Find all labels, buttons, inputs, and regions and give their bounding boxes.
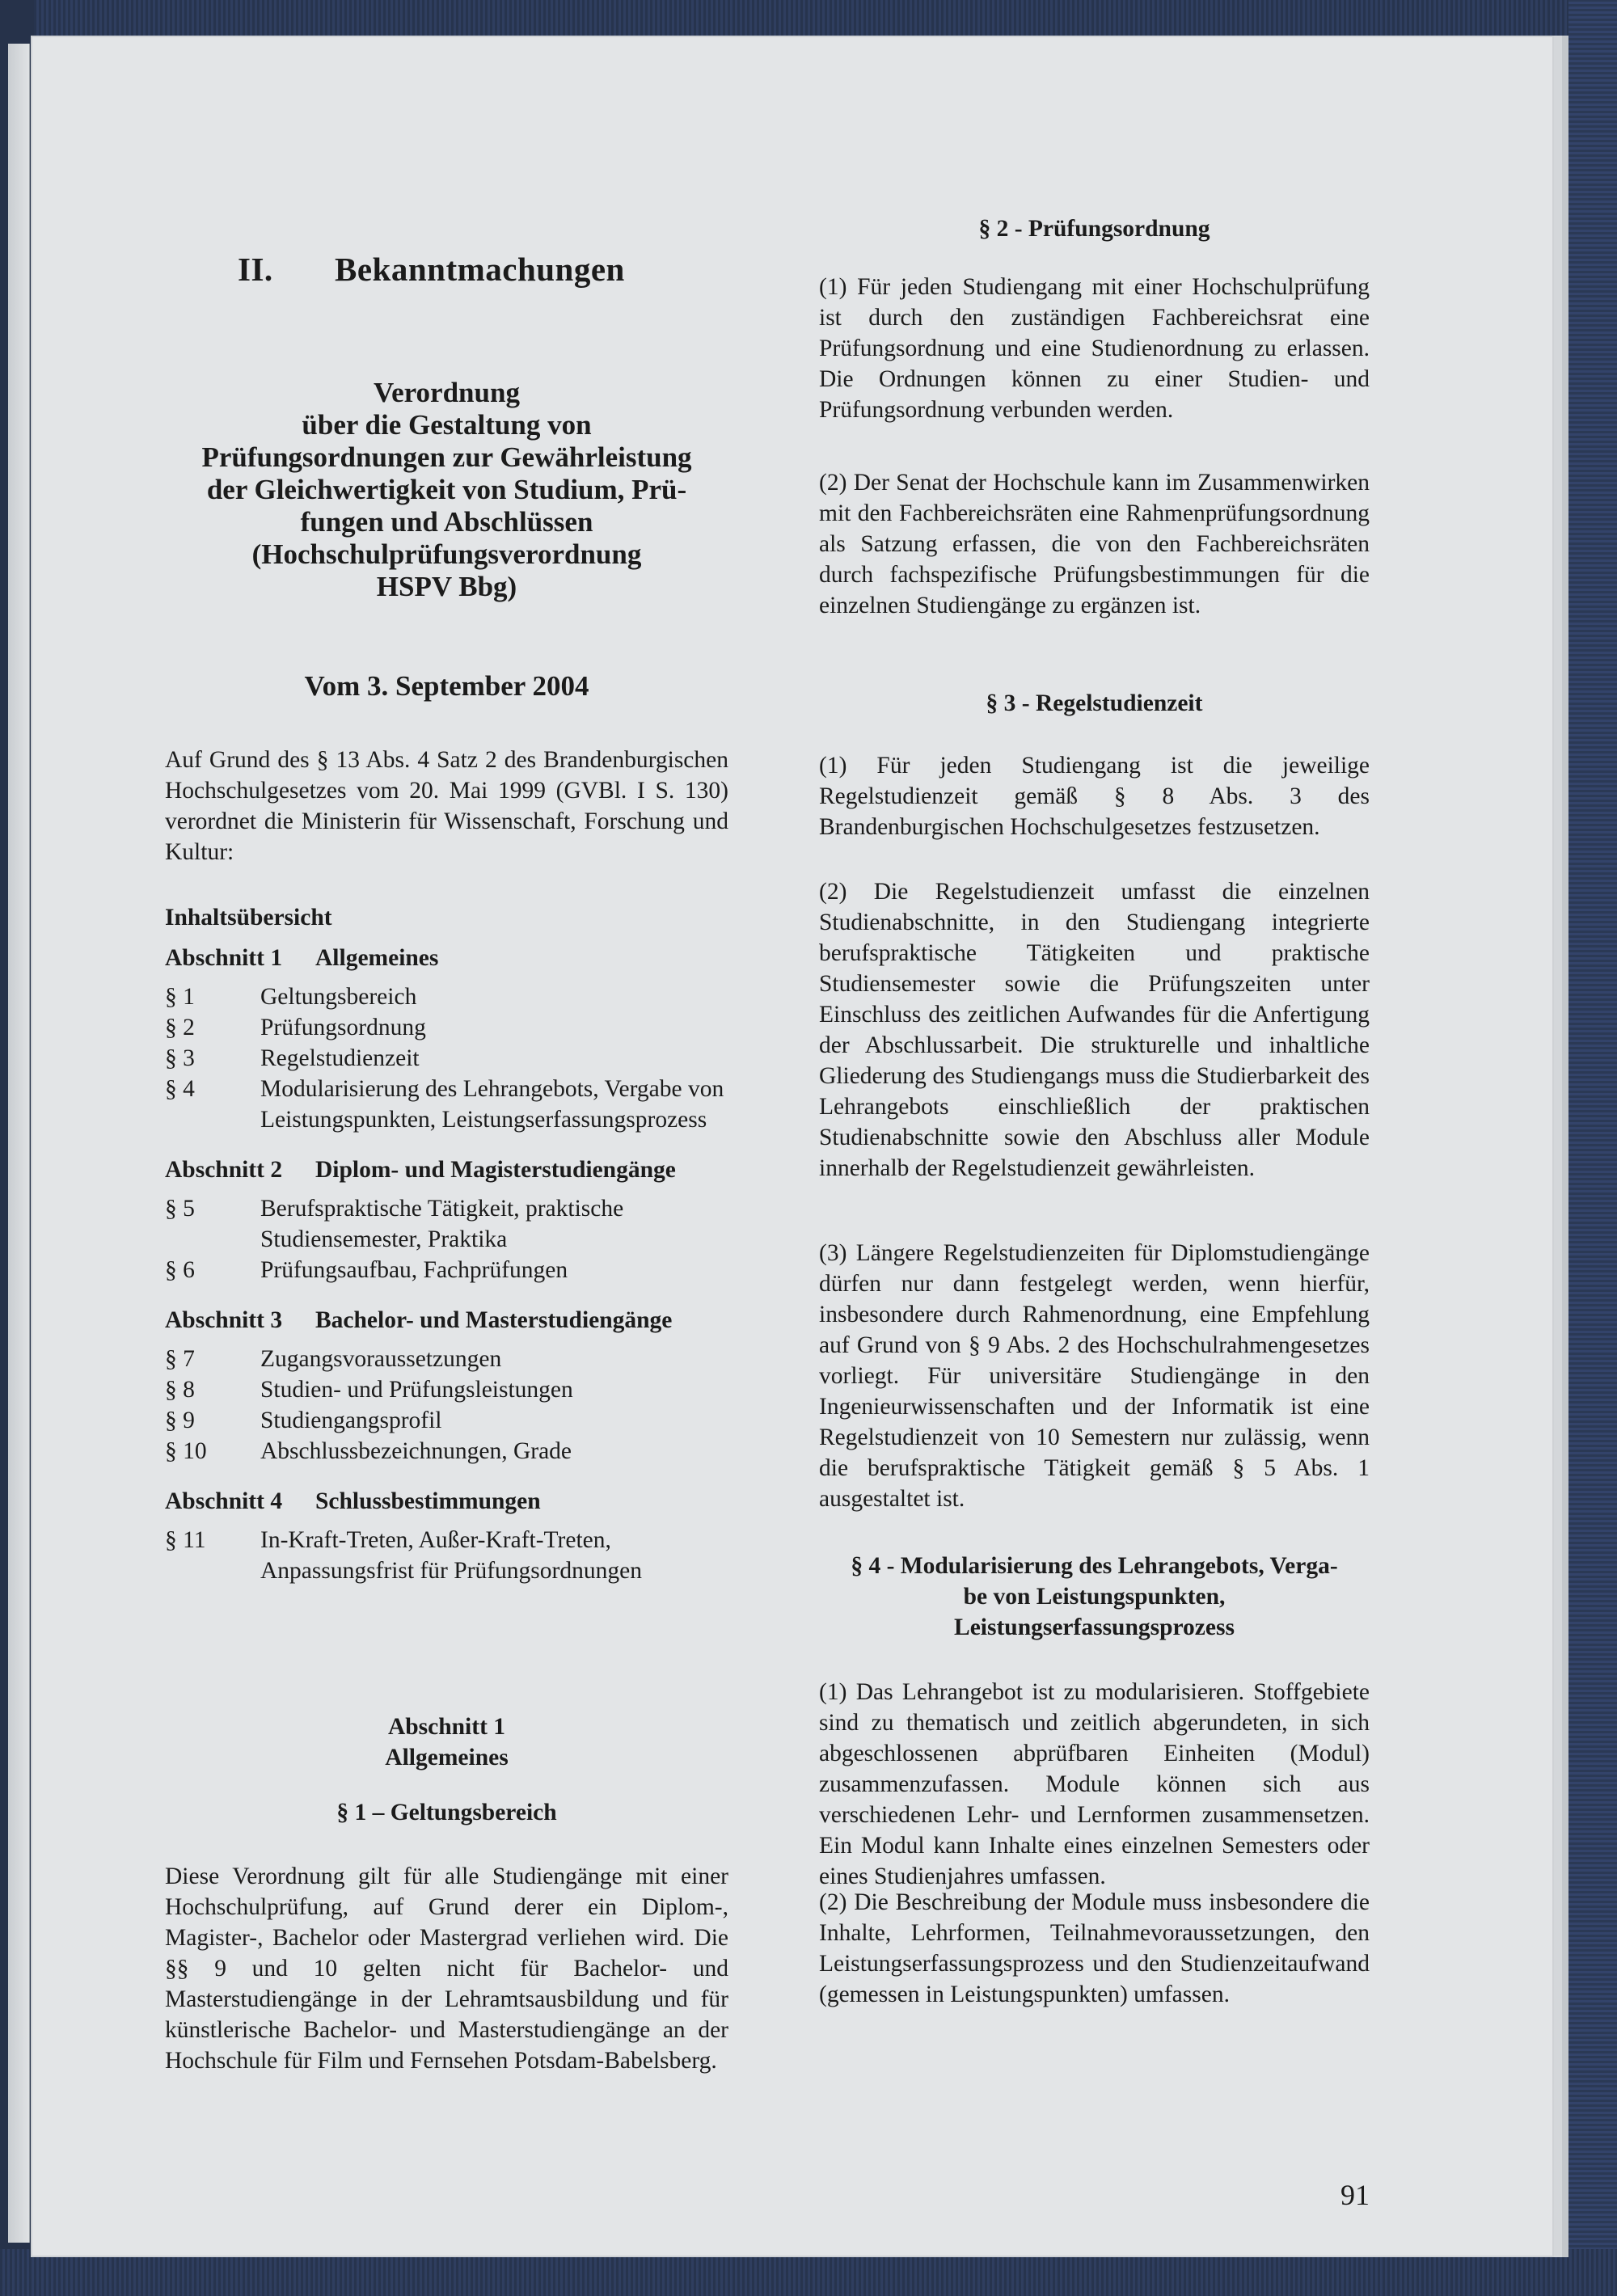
- toc-abschnitt-3: [165, 1305, 728, 1336]
- toc-entry: [165, 1374, 728, 1405]
- toc-abschnitt-4: [165, 1486, 728, 1517]
- paragraph-3-abs-3: (3) Längere Regelstudienzeiten für Diplomstudiengänge dürfen nur dann festgelegt werden, wenn hierfür, insbesondere durch Rahmenordnung, eine Empfehlung auf Grund von § 9 Abs. 2 des Hochschulrahmengesetzes vorliegt. Für universitäre Studiengänge in den Ingenieurwissenschaften und der Informatik ist eine Regelstudienzeit von 10 Semestern nur zulässig, wenn die berufspraktische Tätigkeit gemäß § 5 Abs. 1 ausgestaltet ist.: [819, 1240, 1370, 1512]
- title-line: HSPV Bbg): [376, 571, 517, 602]
- toc-entry-title: Abschlussbezeichnungen, Grade: [260, 1438, 572, 1464]
- toc-entry-title: Berufspraktische Tätigkeit, praktische Studiensemester, Praktika: [260, 1196, 624, 1252]
- paragraph-3-heading: § 3 - Regelstudienzeit: [986, 690, 1203, 716]
- page-stack-edge: [1557, 40, 1568, 2256]
- toc-entry: [165, 1344, 728, 1374]
- regulation-date: Vom 3. September 2004: [304, 670, 589, 702]
- table-of-contents: [165, 902, 728, 1586]
- previous-page-edge: [8, 44, 30, 2243]
- toc-entry: [165, 1525, 728, 1586]
- toc-entry-number: § 5: [165, 1196, 195, 1222]
- toc-entry-title: Regelstudienzeit: [260, 1045, 420, 1071]
- toc-abschnitt-number: Abschnitt 4: [165, 1488, 283, 1514]
- toc-entry: [165, 1193, 728, 1255]
- title-line: über die Gestaltung von: [302, 409, 592, 441]
- toc-abschnitt-title: Bachelor- und Masterstudiengänge: [315, 1307, 673, 1333]
- title-line: Verordnung: [374, 377, 520, 408]
- paragraph-4-abs-2: (2) Die Beschreibung der Module muss insbesondere die Inhalte, Lehrformen, Teilnahmevoraussetzungen, den Leistungserfassungsprozess und den Studienzeitaufwand (gemessen in Leistungspunkten) umfassen.: [819, 1889, 1370, 2007]
- toc-abschnitt-1: [165, 943, 728, 973]
- abschnitt-1-heading: [165, 1711, 728, 1828]
- toc-entry: [165, 1043, 728, 1074]
- toc-entry-title: Studiengangsprofil: [260, 1408, 442, 1433]
- toc-entry: [165, 1255, 728, 1285]
- paragraph-4-heading-line: Leistungserfassungsprozess: [954, 1614, 1235, 1640]
- toc-entry: [165, 1405, 728, 1436]
- paragraph-2-abs-2: (2) Der Senat der Hochschule kann im Zusammenwirken mit den Fachbereichsräten eine Rahmenprüfungsordnung als Satzung erfassen, die von den Fachbereichsräten durch fachspezifische Prüfungsbestimmungen für die einzelnen Studiengänge zu ergänzen ist.: [819, 470, 1370, 618]
- paragraph-1-text: Diese Verordnung gilt für alle Studiengänge mit einer Hochschulprüfung, auf Grund derer ein Diplom-, Magister-, Bachelor oder Mastergrad verliehen wird. Die §§ 9 und 10 gelten nicht für Bachelor- und Masterstudiengänge in der Lehramtsausbildung und für künstlerische Bachelor- und Masterstudiengänge an der Hochschule für Film und Fernsehen Potsdam-Babelsberg.: [165, 1863, 728, 2074]
- toc-entry-number: § 2: [165, 1015, 195, 1040]
- toc-abschnitt-number: Abschnitt 1: [165, 945, 283, 971]
- section-title: Bekanntmachungen: [335, 251, 625, 288]
- toc-abschnitt-2: [165, 1154, 728, 1185]
- paragraph-4-heading-line: § 4 - Modularisierung des Lehrangebots, Verga-: [851, 1553, 1338, 1579]
- book-cover-top: [0, 0, 1617, 37]
- toc-entry-title: Zugangsvoraussetzungen: [260, 1346, 502, 1372]
- toc-entry-number: § 9: [165, 1408, 195, 1433]
- toc-entry-title: Prüfungsaufbau, Fachprüfungen: [260, 1257, 568, 1283]
- title-line: der Gleichwertigkeit von Studium, Prü-: [206, 474, 687, 505]
- paragraph-2-heading: § 2 - Prüfungsordnung: [978, 216, 1210, 242]
- title-line: Prüfungsordnungen zur Gewährleistung: [201, 441, 692, 473]
- toc-abschnitt-title: Allgemeines: [315, 945, 439, 971]
- toc-entry: [165, 1074, 728, 1135]
- toc-entry: [165, 1436, 728, 1467]
- toc-entry-title: Studien- und Prüfungsleistungen: [260, 1377, 573, 1403]
- paragraph-4-heading: [819, 1551, 1370, 1643]
- title-line: fungen und Abschlüssen: [300, 506, 593, 538]
- toc-entry-title: In-Kraft-Treten, Außer-Kraft-Treten, Anpassungsfrist für Prüfungsordnungen: [260, 1527, 642, 1584]
- paragraph-1-heading: § 1 – Geltungsbereich: [336, 1800, 557, 1825]
- document-page: [31, 36, 1554, 2257]
- toc-entry-title: Modularisierung des Lehrangebots, Vergabe von Leistungspunkten, Leistungserfassungsprozess: [260, 1076, 724, 1133]
- toc-heading: Inhaltsübersicht: [165, 905, 332, 931]
- toc-entry-number: § 11: [165, 1527, 206, 1553]
- abschnitt-heading: Abschnitt 1: [387, 1714, 506, 1740]
- toc-abschnitt-number: Abschnitt 2: [165, 1157, 283, 1183]
- toc-entry-number: § 1: [165, 984, 195, 1010]
- toc-entry-title: Prüfungsordnung: [260, 1015, 426, 1040]
- preamble-paragraph: Auf Grund des § 13 Abs. 4 Satz 2 des Brandenburgischen Hochschulgesetzes vom 20. Mai 1999 (GVBl. I S. 130) verordnet die Ministerin für Wissenschaft, Forschung und Kultur:: [165, 747, 728, 865]
- toc-entry-number: § 6: [165, 1257, 195, 1283]
- abschnitt-subheading: Allgemeines: [385, 1745, 509, 1771]
- toc-entry-number: § 7: [165, 1346, 195, 1372]
- toc-abschnitt-title: Diplom- und Magisterstudiengänge: [315, 1157, 676, 1183]
- toc-abschnitt-title: Schlussbestimmungen: [315, 1488, 541, 1514]
- book-cover-right: [1568, 0, 1617, 2296]
- regulation-title: [165, 377, 728, 603]
- toc-entry-title: Geltungsbereich: [260, 984, 417, 1010]
- toc-entry-number: § 8: [165, 1377, 195, 1403]
- toc-entry-number: § 4: [165, 1076, 195, 1102]
- paragraph-4-heading-line: be von Leistungspunkten,: [963, 1584, 1226, 1610]
- paragraph-2-abs-1: (1) Für jeden Studiengang mit einer Hochschulprüfung ist durch den zuständigen Fachbereichsrat eine Prüfungsordnung und eine Studienordnung zu erlassen. Die Ordnungen können zu einer Studien- und Prüfungsordnung verbunden werden.: [819, 274, 1370, 423]
- section-number: II.: [238, 251, 273, 288]
- title-line: (Hochschulprüfungsverordnung: [251, 538, 642, 570]
- page-number: 91: [1340, 2179, 1370, 2211]
- paragraph-3-abs-1: (1) Für jeden Studiengang ist die jeweilige Regelstudienzeit gemäß § 8 Abs. 3 des Brandenburgischen Hochschulgesetzes festzusetzen.: [819, 753, 1370, 840]
- section-heading: [238, 250, 625, 289]
- toc-abschnitt-number: Abschnitt 3: [165, 1307, 283, 1333]
- toc-entry: [165, 981, 728, 1012]
- toc-entry-number: § 3: [165, 1045, 195, 1071]
- toc-entry-number: § 10: [165, 1438, 207, 1464]
- paragraph-3-abs-2: (2) Die Regelstudienzeit umfasst die einzelnen Studienabschnitte, in den Studiengang integrierte berufspraktische Tätigkeiten und praktische Studiensemester sowie die Prüfungszeiten unter Einschluss des zeitlichen Aufwandes für die Anfertigung der Abschlussarbeit. Die strukturelle und inhaltliche Gliederung des Studiengangs muss die Studierbarkeit des Lehrangebots einschließlich der praktischen Studienabschnitte sowie den Abschluss aller Module innerhalb der Regelstudienzeit gewährleisten.: [819, 879, 1370, 1181]
- paragraph-4-abs-1: (1) Das Lehrangebot ist zu modularisieren. Stoffgebiete sind zu thematisch und zeitlich abgerundeten, in sich abgeschlossenen abprüfbaren Einheiten (Modul) zusammenzufassen. Module können sich aus verschiedenen Lehr- und Lernformen zusammensetzen. Ein Modul kann Inhalte eines einzelnen Semesters oder eines Studienjahres umfassen.: [819, 1679, 1370, 1889]
- toc-entry: [165, 1012, 728, 1043]
